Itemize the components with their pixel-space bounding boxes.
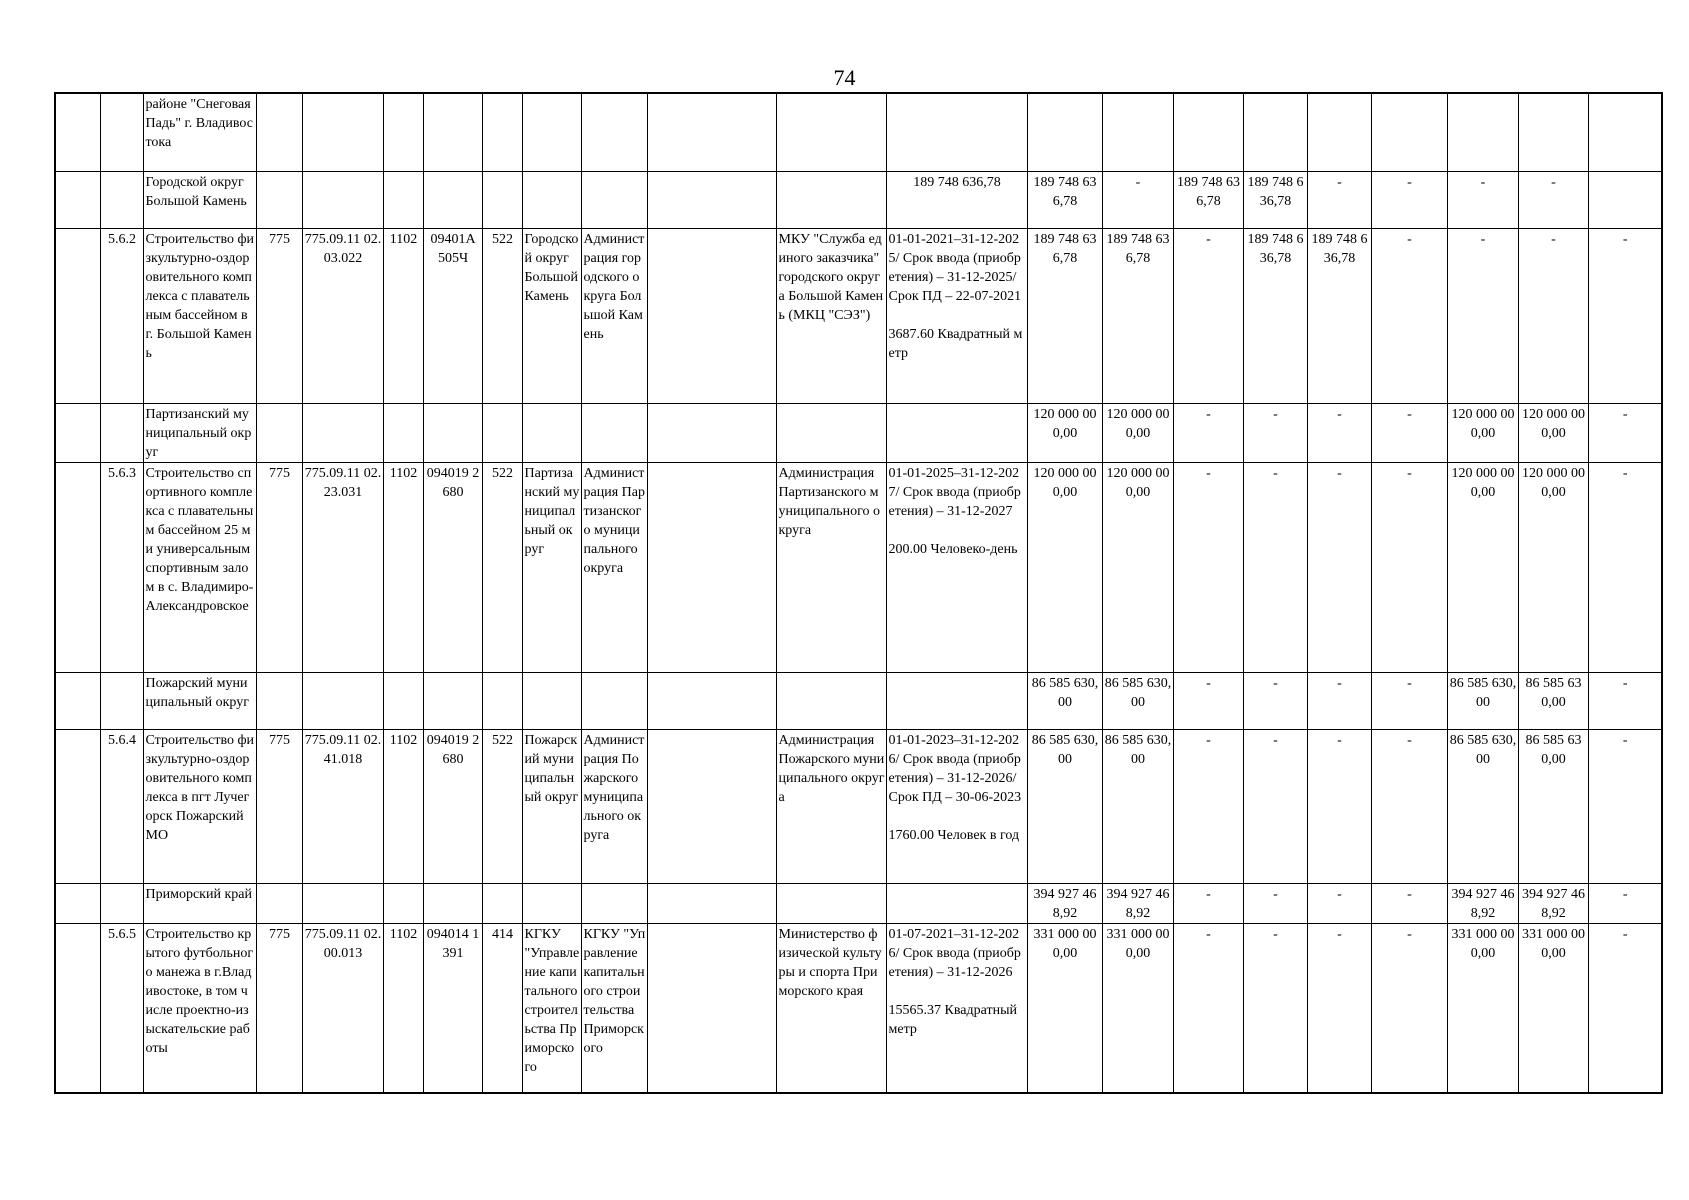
table-cell	[55, 729, 100, 883]
table-cell: -	[1588, 729, 1662, 883]
table-cell: 189 748 636,78	[1027, 171, 1102, 228]
table-cell: 86 585 630,00	[1102, 729, 1173, 883]
table-cell	[647, 93, 776, 171]
table-cell	[1102, 93, 1173, 171]
table-cell	[383, 883, 423, 923]
table-cell: 522	[482, 462, 522, 672]
table-cell: 394 927 468,92	[1447, 883, 1518, 923]
table-row	[55, 462, 1662, 672]
table-cell	[302, 93, 383, 171]
table-cell: -	[1102, 171, 1173, 228]
table-cell	[100, 672, 143, 729]
table-cell: -	[1243, 729, 1307, 883]
table-cell	[776, 171, 886, 228]
page-number: 74	[833, 65, 856, 90]
table-row	[55, 403, 1662, 462]
table-cell	[482, 93, 522, 171]
table-cell: -	[1447, 228, 1518, 403]
table-cell	[256, 883, 302, 923]
table-cell	[776, 883, 886, 923]
table-row	[55, 883, 1662, 923]
table-cell: 1102	[383, 462, 423, 672]
table-cell	[776, 93, 886, 171]
table-cell: 189 748 636,78	[1243, 171, 1307, 228]
table-cell	[581, 403, 647, 462]
table-cell	[1027, 93, 1102, 171]
table-cell: 094019 2680	[423, 462, 482, 672]
table-cell: 189 748 636,78	[886, 171, 1027, 228]
table-cell: -	[1307, 883, 1371, 923]
table-cell	[1307, 93, 1371, 171]
table-cell: 189 748 636,78	[1307, 228, 1371, 403]
table-cell	[383, 93, 423, 171]
table-cell: 86 585 630,00	[1027, 672, 1102, 729]
table-cell: 189 748 636,78	[1027, 228, 1102, 403]
table-cell: Строительство физкультурно-оздоровительного комплекса в пгт Лучегорск Пожарский МО	[143, 729, 256, 883]
table-cell: 775.09.11 02.03.022	[302, 228, 383, 403]
table-cell: 189 748 636,78	[1102, 228, 1173, 403]
table-cell	[647, 923, 776, 1093]
table-cell: -	[1243, 923, 1307, 1093]
table-cell: Партизанский муниципальный округ	[522, 462, 581, 672]
table-cell: Администрация городского округа Большой Камень	[581, 228, 647, 403]
table-cell: -	[1173, 729, 1243, 883]
table-cell: 09401А 505Ч	[423, 228, 482, 403]
table-cell	[482, 672, 522, 729]
table-cell	[100, 171, 143, 228]
table-cell	[886, 403, 1027, 462]
table-cell: МКУ "Служба единого заказчика" городского округа Большой Камень (МКЦ "СЭЗ")	[776, 228, 886, 403]
table-row	[55, 93, 1662, 171]
table-cell: 86 585 630,00	[1518, 672, 1588, 729]
table-cell	[383, 403, 423, 462]
table-cell	[581, 93, 647, 171]
data-table	[54, 92, 1663, 1094]
table-cell: -	[1447, 171, 1518, 228]
table-cell: -	[1173, 462, 1243, 672]
table-cell: 86 585 630,00	[1518, 729, 1588, 883]
table-cell: -	[1243, 403, 1307, 462]
table-cell	[423, 403, 482, 462]
table-cell: Администрация Пожарского муниципального округа	[776, 729, 886, 883]
table-cell: Строительство спортивного комплекса с плавательным бассейном 25 м и универсальным спортивным залом в с. Владимиро-Александровское	[143, 462, 256, 672]
table-cell: 331 000 000,00	[1027, 923, 1102, 1093]
table-cell	[581, 883, 647, 923]
table-cell: -	[1371, 729, 1447, 883]
table-cell	[256, 171, 302, 228]
table-cell: Приморский край	[143, 883, 256, 923]
table-cell: 331 000 000,00	[1447, 923, 1518, 1093]
table-cell: 5.6.2	[100, 228, 143, 403]
table-row	[55, 171, 1662, 228]
table-cell	[776, 672, 886, 729]
table-cell	[647, 729, 776, 883]
table-cell: 394 927 468,92	[1102, 883, 1173, 923]
table-cell: 522	[482, 228, 522, 403]
table-cell: -	[1243, 883, 1307, 923]
table-cell: 120 000 000,00	[1102, 462, 1173, 672]
table-cell	[1518, 93, 1588, 171]
table-cell	[522, 403, 581, 462]
table-cell: 331 000 000,00	[1518, 923, 1588, 1093]
table-cell: -	[1371, 462, 1447, 672]
table-cell: 86 585 630,00	[1102, 672, 1173, 729]
table-cell: -	[1371, 228, 1447, 403]
table-cell	[1588, 93, 1662, 171]
table-cell: 120 000 000,00	[1027, 403, 1102, 462]
table-cell	[256, 93, 302, 171]
table-cell: -	[1173, 403, 1243, 462]
table-cell: Пожарский муниципальный округ	[143, 672, 256, 729]
table-cell: -	[1173, 883, 1243, 923]
table-cell	[647, 228, 776, 403]
table-cell: -	[1518, 171, 1588, 228]
table-cell: 120 000 000,00	[1102, 403, 1173, 462]
table-cell	[482, 403, 522, 462]
table-cell: 775	[256, 923, 302, 1093]
table-cell: 394 927 468,92	[1027, 883, 1102, 923]
table-row	[55, 228, 1662, 403]
table-cell: 120 000 000,00	[1027, 462, 1102, 672]
table-cell: -	[1371, 923, 1447, 1093]
table-cell	[100, 883, 143, 923]
table-cell: -	[1307, 462, 1371, 672]
table-cell	[522, 883, 581, 923]
table-cell: -	[1243, 672, 1307, 729]
table-cell	[522, 672, 581, 729]
table-cell	[256, 672, 302, 729]
table-cell: -	[1307, 171, 1371, 228]
table-cell: -	[1243, 462, 1307, 672]
table-cell: Пожарский муниципальный округ	[522, 729, 581, 883]
table-cell: -	[1307, 672, 1371, 729]
table-cell: 331 000 000,00	[1102, 923, 1173, 1093]
table-cell	[647, 672, 776, 729]
table-cell: Администрация Партизанского муниципального округа	[776, 462, 886, 672]
table-cell	[1173, 93, 1243, 171]
table-cell: 86 585 630,00	[1447, 729, 1518, 883]
table-cell	[482, 883, 522, 923]
table-cell: 775	[256, 729, 302, 883]
table-cell: 775	[256, 228, 302, 403]
table-cell: -	[1307, 729, 1371, 883]
table-cell	[100, 93, 143, 171]
table-cell: 120 000 000,00	[1518, 403, 1588, 462]
table-cell: -	[1588, 923, 1662, 1093]
table-cell: 120 000 000,00	[1518, 462, 1588, 672]
table-cell: 86 585 630,00	[1447, 672, 1518, 729]
table-cell	[302, 672, 383, 729]
table-cell: -	[1518, 228, 1588, 403]
table-cell	[256, 403, 302, 462]
table-cell	[522, 171, 581, 228]
table-cell	[302, 883, 383, 923]
table-cell	[55, 883, 100, 923]
table-cell	[383, 672, 423, 729]
table-cell: 414	[482, 923, 522, 1093]
table-cell: -	[1371, 403, 1447, 462]
table-cell: 5.6.4	[100, 729, 143, 883]
table-cell	[55, 403, 100, 462]
table-cell: Администрация Партизанского муниципального округа	[581, 462, 647, 672]
table-cell: 86 585 630,00	[1027, 729, 1102, 883]
table-cell	[522, 93, 581, 171]
table-cell: 5.6.5	[100, 923, 143, 1093]
table-cell	[55, 228, 100, 403]
table-cell	[581, 672, 647, 729]
table-cell	[100, 403, 143, 462]
table-cell: Министерство физической культуры и спорта Приморского края	[776, 923, 886, 1093]
table-cell: 775	[256, 462, 302, 672]
table-cell: -	[1588, 883, 1662, 923]
table-cell: районе "Снеговая Падь" г. Владивостока	[143, 93, 256, 171]
table-cell: 1102	[383, 923, 423, 1093]
table-row	[55, 672, 1662, 729]
table-cell	[581, 171, 647, 228]
table-cell	[55, 462, 100, 672]
table-cell	[383, 171, 423, 228]
table-cell: КГКУ "Управление капитального строительства Приморского	[581, 923, 647, 1093]
table-cell	[1447, 93, 1518, 171]
table-cell: -	[1371, 171, 1447, 228]
table-cell: 775.09.11 02.41.018	[302, 729, 383, 883]
table-cell	[647, 883, 776, 923]
table-cell: 120 000 000,00	[1447, 462, 1518, 672]
table-cell: 1102	[383, 228, 423, 403]
table-cell: Строительство физкультурно-оздоровительного комплекса с плавательным бассейном в г. Большой Камень	[143, 228, 256, 403]
table-cell: -	[1588, 228, 1662, 403]
table-cell	[423, 883, 482, 923]
table-row	[55, 923, 1662, 1093]
table-cell: -	[1588, 462, 1662, 672]
table-cell: -	[1307, 403, 1371, 462]
table-cell: КГКУ "Управление капитального строительства Приморского	[522, 923, 581, 1093]
table-cell	[423, 171, 482, 228]
table-cell: -	[1173, 923, 1243, 1093]
table-cell	[776, 403, 886, 462]
table-cell	[302, 171, 383, 228]
table-cell: -	[1173, 672, 1243, 729]
table-cell	[647, 462, 776, 672]
table-cell: 1102	[383, 729, 423, 883]
table-cell: Администрация Пожарского муниципального округа	[581, 729, 647, 883]
table-cell	[55, 923, 100, 1093]
table-cell: 775.09.11 02.23.031	[302, 462, 383, 672]
table-cell: 5.6.3	[100, 462, 143, 672]
table-row	[55, 729, 1662, 883]
table-cell: -	[1588, 403, 1662, 462]
table-cell	[647, 171, 776, 228]
table-cell	[647, 403, 776, 462]
table-cell: 01-07-2021–31-12-2026/ Срок ввода (приобретения) – 31-12-2026 15565.37 Квадратный метр	[886, 923, 1027, 1093]
table-cell: 01-01-2025–31-12-2027/ Срок ввода (приобретения) – 31-12-2027 200.00 Человеко-день	[886, 462, 1027, 672]
table-cell: 394 927 468,92	[1518, 883, 1588, 923]
table-cell	[886, 93, 1027, 171]
table-cell: Городской округ Большой Камень	[143, 171, 256, 228]
table-cell: -	[1588, 672, 1662, 729]
table-cell	[423, 672, 482, 729]
table-cell: Строительство крытого футбольного манежа в г.Владивостоке, в том числе проектно-изыскательские работы	[143, 923, 256, 1093]
table-cell	[482, 171, 522, 228]
table-cell	[55, 93, 100, 171]
table-cell	[302, 403, 383, 462]
table-cell: 775.09.11 02.00.013	[302, 923, 383, 1093]
table-cell: Партизанский муниципальный округ	[143, 403, 256, 462]
table-cell: 189 748 636,78	[1243, 228, 1307, 403]
table-cell	[886, 672, 1027, 729]
table-cell: 189 748 636,78	[1173, 171, 1243, 228]
table-cell: Городской округ Большой Камень	[522, 228, 581, 403]
table-cell: -	[1371, 883, 1447, 923]
table-cell	[55, 672, 100, 729]
table-cell	[1371, 93, 1447, 171]
table-cell: 094014 1391	[423, 923, 482, 1093]
table-cell: 120 000 000,00	[1447, 403, 1518, 462]
table-cell: 01-01-2023–31-12-2026/ Срок ввода (приобретения) – 31-12-2026/ Срок ПД – 30-06-2023 1760.00 Человек в год	[886, 729, 1027, 883]
table-cell: 522	[482, 729, 522, 883]
table-cell	[55, 171, 100, 228]
table-cell	[1588, 171, 1662, 228]
table-cell: -	[1307, 923, 1371, 1093]
table-cell: -	[1371, 672, 1447, 729]
table-cell	[886, 883, 1027, 923]
table-cell	[1243, 93, 1307, 171]
table-cell	[423, 93, 482, 171]
table-cell: 01-01-2021–31-12-2025/ Срок ввода (приобретения) – 31-12-2025/ Срок ПД – 22-07-2021 3687.60 Квадратный метр	[886, 228, 1027, 403]
table-cell: -	[1173, 228, 1243, 403]
table-cell: 094019 2680	[423, 729, 482, 883]
